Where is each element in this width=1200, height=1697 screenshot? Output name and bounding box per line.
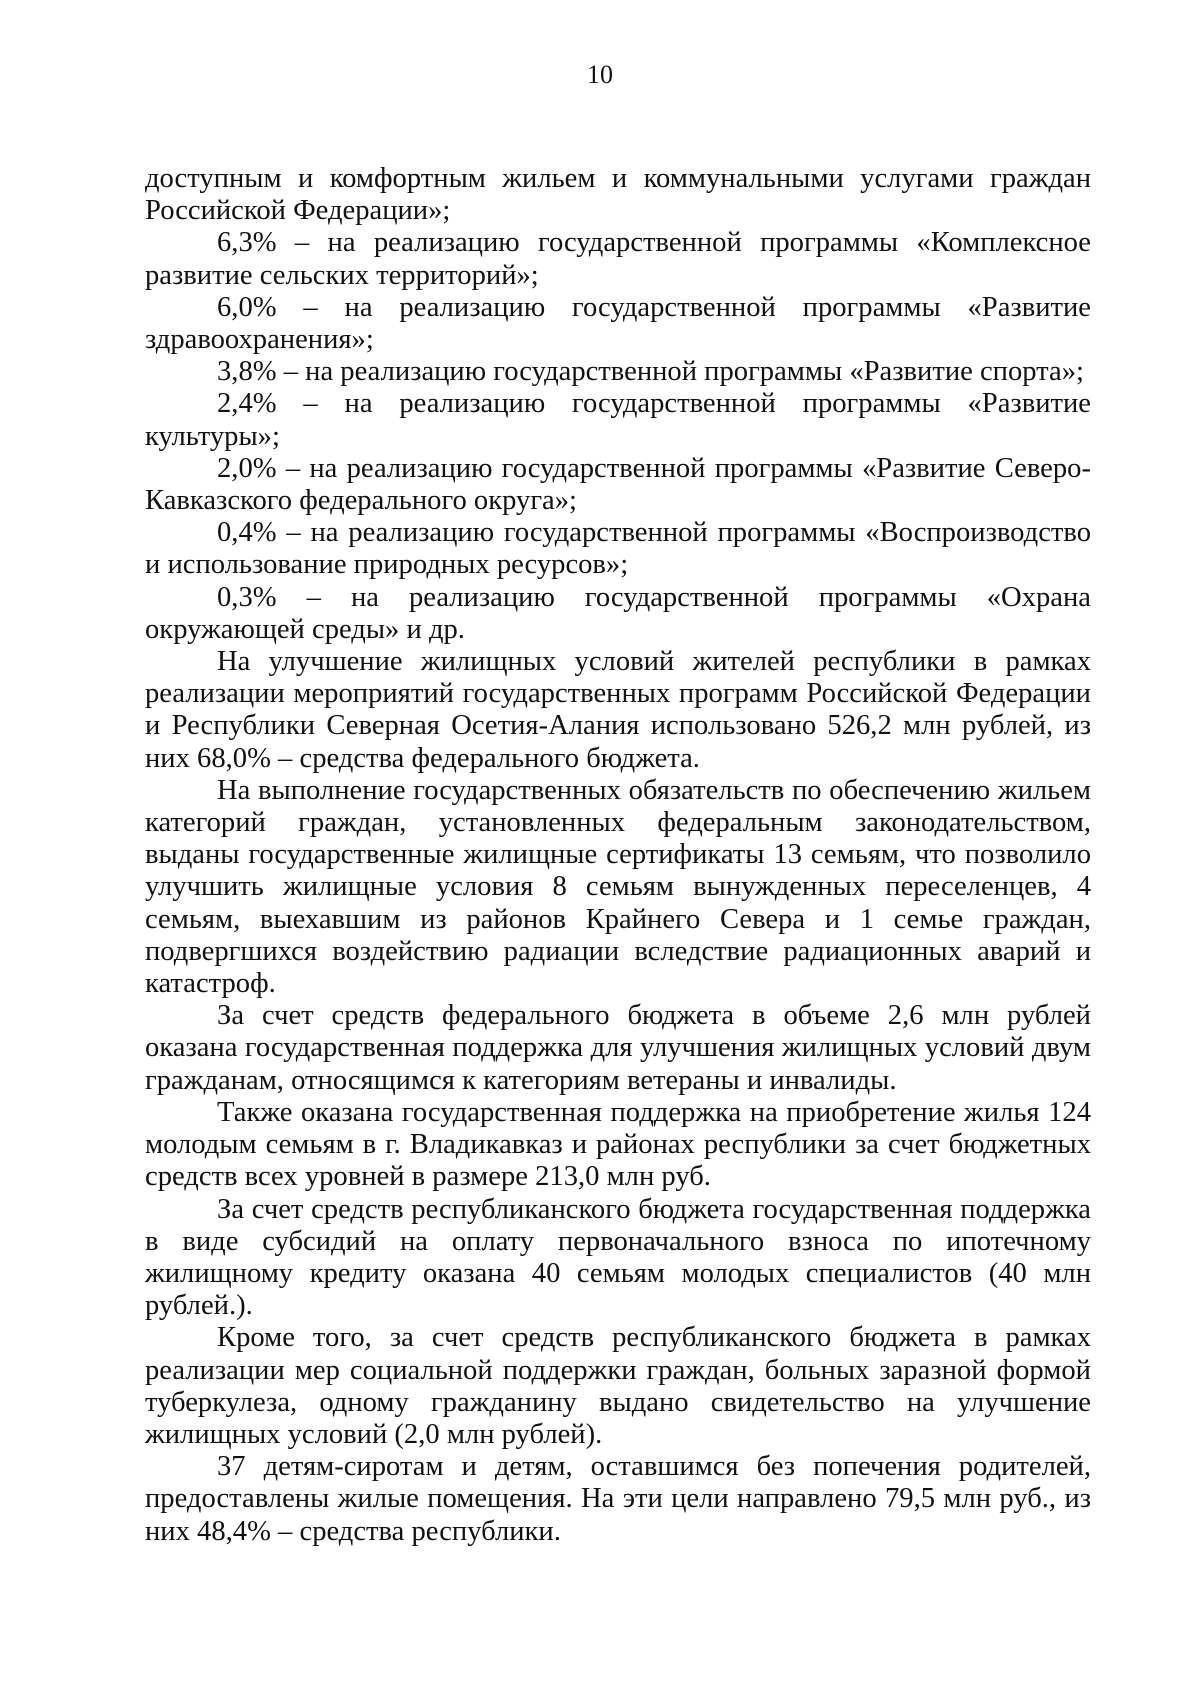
- paragraph-culture: 2,4% – на реализацию государственной программы «Развитие культуры»;: [145, 388, 1091, 452]
- paragraph-young-families: Также оказана государственная поддержка на приобретение жилья 124 молодым семьям в г. Владикавказ и районах республики за счет бюджетных средств всех уровней в размере 213,0 млн руб.: [145, 1096, 1091, 1193]
- page-number: 10: [587, 60, 613, 89]
- paragraph-sport: 3,8% – на реализацию государственной программы «Развитие спорта»;: [217, 356, 1084, 388]
- paragraph-continued: доступным и комфортным жильем и коммунальными услугами граждан Российской Федерации»;: [145, 163, 1091, 227]
- paragraph-environment: 0,3% – на реализацию государственной программы «Охрана окружающей среды» и др.: [145, 581, 1091, 645]
- document-body: [145, 163, 1091, 1548]
- paragraph-natural-resources: 0,4% – на реализацию государственной программы «Воспроизводство и использование природных ресурсов»;: [145, 517, 1091, 581]
- paragraph-orphans-housing: 37 детям-сиротам и детям, оставшимся без попечения родителей, предоставлены жилые помещения. На эти цели направлено 79,5 млн руб., из них 48,4% – средства республики.: [145, 1451, 1091, 1547]
- paragraph-housing-improvement: На улучшение жилищных условий жителей республики в рамках реализации мероприятий государственных программ Российской Федерации и Республики Северная Осетия-Алания использовано 526,2 млн рублей, из них 68,0% – средства федерального бюджета.: [145, 646, 1091, 774]
- paragraph-tuberculosis-support: Кроме того, за счет средств республиканского бюджета в рамках реализации мер социальной поддержки граждан, больных заразной формой туберкулеза, одному гражданину выдано свидетельство на улучшение жилищных условий (2,0 млн рублей).: [145, 1322, 1091, 1450]
- paragraph-housing-certificates: На выполнение государственных обязательств по обеспечению жильем категорий граждан, установленных федеральным законодательством, выданы государственные жилищные сертификаты 13 семьям, что позволило улучшить жилищные условия 8 семьям вынужденных переселенцев, 4 семьям, выехавшим из районов Крайнего Севера и 1 семье граждан, подвергшихся воздействию радиации вследствие радиационных аварий и катастроф.: [145, 774, 1091, 1000]
- paragraph-veterans-support: За счет средств федерального бюджета в объеме 2,6 млн рублей оказана государственная поддержка для улучшения жилищных условий двум гражданам, относящимся к категориям ветераны и инвалиды.: [145, 1000, 1091, 1096]
- paragraph-healthcare: 6,0% – на реализацию государственной программы «Развитие здравоохранения»;: [145, 291, 1091, 356]
- paragraph-rural-development: 6,3% – на реализацию государственной программы «Комплексное развитие сельских территорий»;: [145, 227, 1091, 291]
- paragraph-mortgage-subsidies: За счет средств республиканского бюджета государственная поддержка в виде субсидий на оплату первоначального взноса по ипотечному жилищному кредиту оказана 40 семьям молодых специалистов (40 млн рублей.).: [145, 1193, 1091, 1322]
- paragraph-north-caucasus: 2,0% – на реализацию государственной программы «Развитие Северо-Кавказского федерального округа»;: [145, 452, 1091, 517]
